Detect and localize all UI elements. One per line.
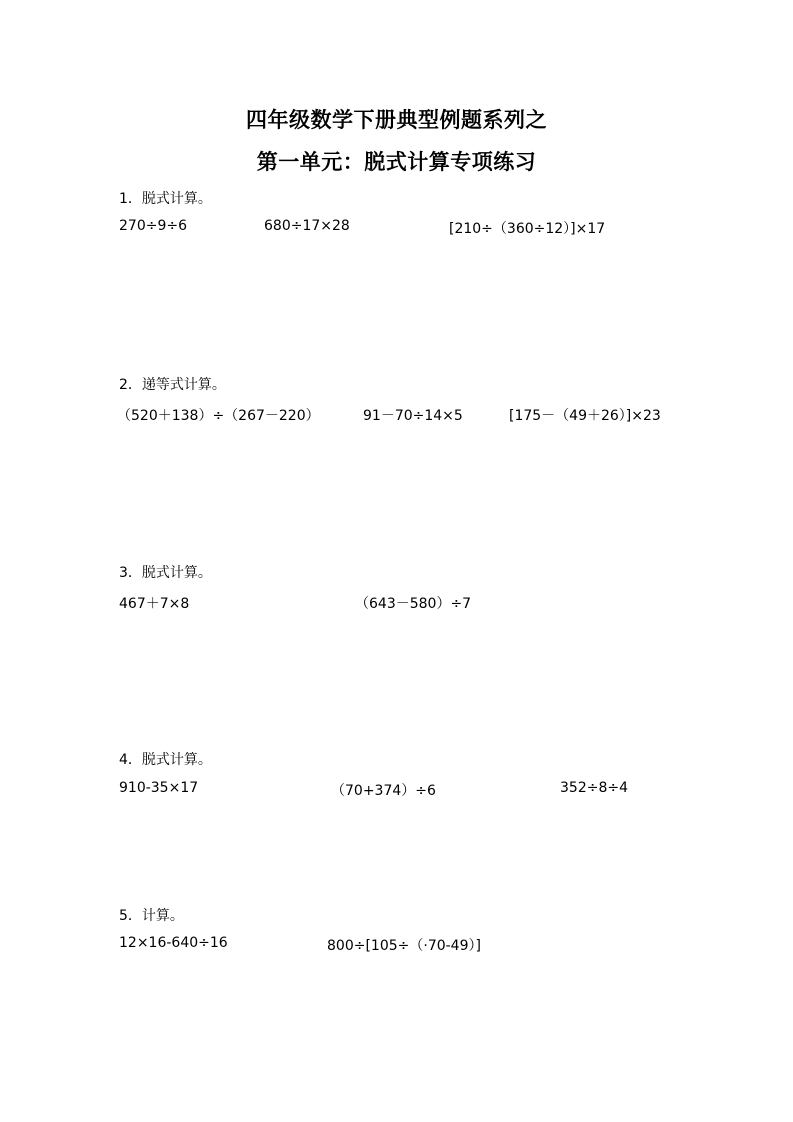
expression: （643－580）÷7 xyxy=(355,596,472,612)
expression: 680÷17×28 xyxy=(264,218,350,234)
expression: 910-35×17 xyxy=(119,780,199,796)
document-subtitle: 第一单元：脱式计算专项练习 xyxy=(256,150,537,174)
expression: 91－70÷14×5 xyxy=(363,408,463,424)
document-title: 四年级数学下册典型例题系列之 xyxy=(246,108,547,132)
expression: 467＋7×8 xyxy=(119,596,190,612)
question-heading: 2．递等式计算。 xyxy=(119,377,226,393)
expression: [175－（49＋26）]×23 xyxy=(509,408,661,424)
question-heading: 1．脱式计算。 xyxy=(119,191,212,207)
expression: 352÷8÷4 xyxy=(560,780,628,796)
expression: 270÷9÷6 xyxy=(119,218,187,234)
expression: 800÷[105÷（·70-49）] xyxy=(327,938,481,954)
expression: [210÷（360÷12）]×17 xyxy=(449,221,606,237)
question-heading: 5．计算。 xyxy=(119,908,184,924)
question-heading: 4．脱式计算。 xyxy=(119,752,212,768)
expression: 12×16-640÷16 xyxy=(119,935,228,951)
expression: （70+374）÷6 xyxy=(331,783,436,799)
question-heading: 3．脱式计算。 xyxy=(119,565,212,581)
expression: （520＋138）÷（267－220） xyxy=(117,408,320,424)
